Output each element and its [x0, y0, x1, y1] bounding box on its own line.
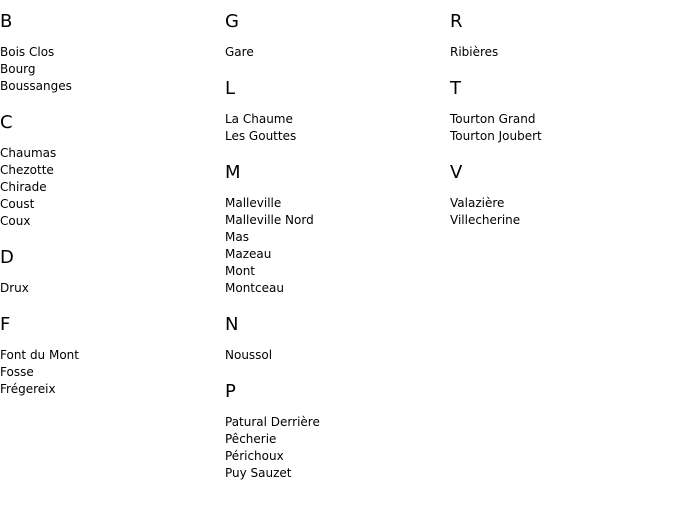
place-link[interactable]: Fosse: [0, 365, 34, 379]
letter-heading: B: [0, 11, 13, 32]
place-link[interactable]: Coust: [0, 197, 35, 211]
letter-heading: F: [0, 314, 11, 335]
place-link[interactable]: Bois Clos: [0, 45, 55, 59]
letter-group: [225, 161, 445, 297]
place-link[interactable]: Drux: [0, 281, 29, 295]
place-list: [225, 347, 445, 364]
place-list: [0, 280, 220, 297]
letter-heading: V: [450, 162, 463, 183]
place-list: [450, 111, 670, 145]
place-link[interactable]: Bourg: [0, 62, 36, 76]
place-list: [450, 44, 670, 61]
letter-heading: N: [225, 314, 239, 335]
place-link[interactable]: Malleville Nord: [225, 213, 314, 227]
letter-group: [225, 77, 445, 145]
letter-group: [225, 313, 445, 364]
place-link[interactable]: Boussanges: [0, 79, 72, 93]
place-link[interactable]: Puy Sauzet: [225, 466, 292, 480]
letter-group: [450, 77, 670, 145]
letter-group: [450, 10, 670, 61]
place-list: [225, 44, 445, 61]
letter-group: [450, 161, 670, 229]
letter-heading: L: [225, 78, 236, 99]
place-link[interactable]: Mont: [225, 264, 256, 278]
place-link[interactable]: Les Gouttes: [225, 129, 297, 143]
place-link[interactable]: Chirade: [0, 180, 47, 194]
letter-heading: P: [225, 381, 236, 402]
place-link[interactable]: Noussol: [225, 348, 273, 362]
place-link[interactable]: Coux: [0, 214, 31, 228]
letter-heading: T: [450, 78, 461, 99]
place-link[interactable]: Chaumas: [0, 146, 57, 160]
place-link[interactable]: Mazeau: [225, 247, 272, 261]
place-link[interactable]: Gare: [225, 45, 254, 59]
place-link[interactable]: Tourton Grand: [450, 112, 536, 126]
place-list: [0, 347, 220, 398]
place-link[interactable]: Font du Mont: [0, 348, 79, 362]
place-list: [225, 195, 445, 297]
index-column-2: [225, 10, 445, 498]
place-list: [225, 414, 445, 482]
place-link[interactable]: La Chaume: [225, 112, 293, 126]
index-column-3: [450, 10, 670, 245]
place-link[interactable]: Chezotte: [0, 163, 54, 177]
place-link[interactable]: Frégereix: [0, 382, 56, 396]
letter-group: [225, 10, 445, 61]
letter-group: [0, 111, 220, 230]
place-list: [0, 44, 220, 95]
letter-group: [0, 313, 220, 398]
place-link[interactable]: Valazière: [450, 196, 505, 210]
place-list: [0, 145, 220, 230]
letter-heading: R: [450, 11, 463, 32]
letter-heading: M: [225, 162, 241, 183]
place-link[interactable]: Tourton Joubert: [450, 129, 542, 143]
letter-heading: D: [0, 247, 14, 268]
letter-group: [0, 10, 220, 95]
letter-heading: C: [0, 112, 13, 133]
place-link[interactable]: Montceau: [225, 281, 284, 295]
place-link[interactable]: Patural Derrière: [225, 415, 320, 429]
place-link[interactable]: Mas: [225, 230, 249, 244]
place-link[interactable]: Pêcherie: [225, 432, 277, 446]
place-link[interactable]: Malleville: [225, 196, 282, 210]
letter-group: [225, 380, 445, 482]
letter-group: [0, 246, 220, 297]
index-column-1: [0, 10, 220, 414]
place-link[interactable]: Villecherine: [450, 213, 521, 227]
place-list: [225, 111, 445, 145]
place-link[interactable]: Périchoux: [225, 449, 284, 463]
letter-heading: G: [225, 11, 239, 32]
place-link[interactable]: Ribières: [450, 45, 499, 59]
place-list: [450, 195, 670, 229]
